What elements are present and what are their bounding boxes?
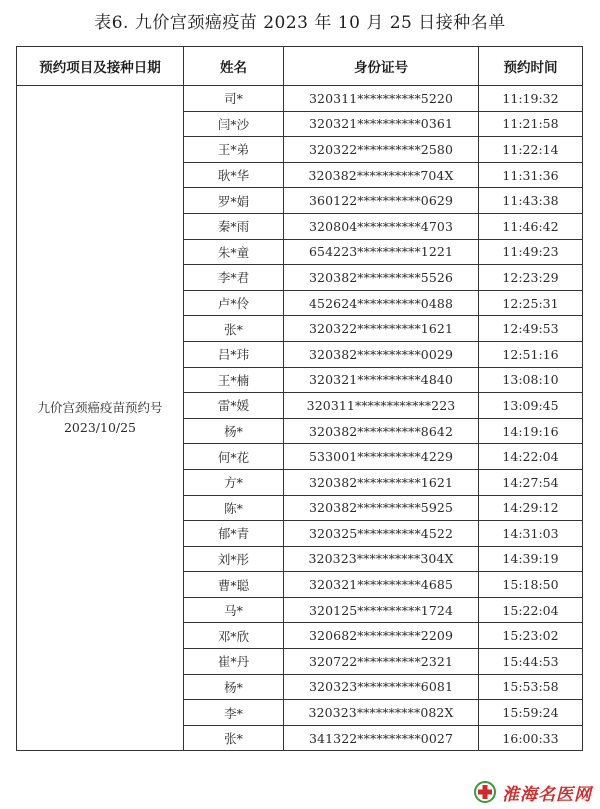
id-cell: 320382**********1621 xyxy=(284,469,479,495)
id-cell: 320382**********704X xyxy=(284,162,479,188)
name-cell: 李* xyxy=(184,700,284,726)
time-cell: 13:09:45 xyxy=(479,393,583,419)
id-cell: 320311**********5220 xyxy=(284,86,479,112)
time-cell: 11:21:58 xyxy=(479,111,583,137)
id-cell: 320382**********8642 xyxy=(284,418,479,444)
id-cell: 360122**********0629 xyxy=(284,188,479,214)
time-cell: 11:49:23 xyxy=(479,239,583,265)
watermark xyxy=(472,778,592,806)
time-cell: 11:46:42 xyxy=(479,213,583,239)
id-cell: 320322**********2580 xyxy=(284,137,479,163)
id-cell: 533001**********4229 xyxy=(284,444,479,470)
name-cell: 崔*丹 xyxy=(184,649,284,675)
id-cell: 320382**********5925 xyxy=(284,495,479,521)
time-cell: 12:23:29 xyxy=(479,265,583,291)
name-cell: 王*弟 xyxy=(184,137,284,163)
name-cell: 郁*青 xyxy=(184,521,284,547)
id-cell: 654223**********1221 xyxy=(284,239,479,265)
time-cell: 14:22:04 xyxy=(479,444,583,470)
time-cell: 16:00:33 xyxy=(479,725,583,751)
vaccination-list-table xyxy=(16,46,583,751)
id-cell: 320321**********4840 xyxy=(284,367,479,393)
name-cell: 杨* xyxy=(184,674,284,700)
id-cell: 320382**********5526 xyxy=(284,265,479,291)
time-cell: 12:25:31 xyxy=(479,290,583,316)
time-cell: 11:22:14 xyxy=(479,137,583,163)
time-cell: 15:23:02 xyxy=(479,623,583,649)
time-cell: 15:59:24 xyxy=(479,700,583,726)
name-cell: 曹*聪 xyxy=(184,572,284,598)
header-time: 预约时间 xyxy=(479,47,583,86)
time-cell: 15:44:53 xyxy=(479,649,583,675)
time-cell: 11:31:36 xyxy=(479,162,583,188)
time-cell: 15:53:58 xyxy=(479,674,583,700)
id-cell: 320382**********0029 xyxy=(284,341,479,367)
time-cell: 14:27:54 xyxy=(479,469,583,495)
id-cell: 341322**********0027 xyxy=(284,725,479,751)
table-header-row xyxy=(17,47,583,86)
name-cell: 吕*玮 xyxy=(184,341,284,367)
name-cell: 方* xyxy=(184,469,284,495)
header-project: 预约项目及接种日期 xyxy=(17,47,184,86)
id-cell: 320722**********2321 xyxy=(284,649,479,675)
name-cell: 杨* xyxy=(184,418,284,444)
id-cell: 320804**********4703 xyxy=(284,213,479,239)
name-cell: 卢*伶 xyxy=(184,290,284,316)
header-id: 身份证号 xyxy=(284,47,479,86)
name-cell: 邓*欣 xyxy=(184,623,284,649)
id-cell: 320682**********2209 xyxy=(284,623,479,649)
id-cell: 320125**********1724 xyxy=(284,597,479,623)
project-date: 2023/10/25 xyxy=(63,420,137,436)
id-cell: 452624**********0488 xyxy=(284,290,479,316)
name-cell: 张* xyxy=(184,725,284,751)
table-title: 表6. 九价宫颈癌疫苗 2023 年 10 月 25 日接种名单 xyxy=(94,13,506,33)
time-cell: 14:29:12 xyxy=(479,495,583,521)
name-cell: 马* xyxy=(184,597,284,623)
time-cell: 15:18:50 xyxy=(479,572,583,598)
time-cell: 13:08:10 xyxy=(479,367,583,393)
id-cell: 320323**********082X xyxy=(284,700,479,726)
time-cell: 12:49:53 xyxy=(479,316,583,342)
name-cell: 闫*沙 xyxy=(184,111,284,137)
time-cell: 11:19:32 xyxy=(479,86,583,112)
time-cell: 11:43:38 xyxy=(479,188,583,214)
name-cell: 王*楠 xyxy=(184,367,284,393)
id-cell: 320321**********4685 xyxy=(284,572,479,598)
time-cell: 14:19:16 xyxy=(479,418,583,444)
name-cell: 罗*娟 xyxy=(184,188,284,214)
header-name: 姓名 xyxy=(184,47,284,86)
time-cell: 14:31:03 xyxy=(479,521,583,547)
name-cell: 刘*彤 xyxy=(184,546,284,572)
project-cell xyxy=(17,86,184,751)
id-cell: 320323**********6081 xyxy=(284,674,479,700)
name-cell: 何*花 xyxy=(184,444,284,470)
project-name: 九价宫颈癌疫苗预约号 xyxy=(37,400,163,416)
id-cell: 320325**********4522 xyxy=(284,521,479,547)
medical-cross-logo-icon xyxy=(472,780,498,804)
name-cell: 司* xyxy=(184,86,284,112)
id-cell: 320311************223 xyxy=(284,393,479,419)
time-cell: 15:22:04 xyxy=(479,597,583,623)
name-cell: 陈* xyxy=(184,495,284,521)
name-cell: 朱*童 xyxy=(184,239,284,265)
name-cell: 李*君 xyxy=(184,265,284,291)
time-cell: 12:51:16 xyxy=(479,341,583,367)
name-cell: 张* xyxy=(184,316,284,342)
table-row xyxy=(17,86,583,112)
name-cell: 耿*华 xyxy=(184,162,284,188)
id-cell: 320323**********304X xyxy=(284,546,479,572)
watermark-text: 淮海名医网 xyxy=(502,784,592,805)
name-cell: 雷*媛 xyxy=(184,393,284,419)
name-cell: 秦*雨 xyxy=(184,213,284,239)
id-cell: 320321**********0361 xyxy=(284,111,479,137)
time-cell: 14:39:19 xyxy=(479,546,583,572)
id-cell: 320322**********1621 xyxy=(284,316,479,342)
